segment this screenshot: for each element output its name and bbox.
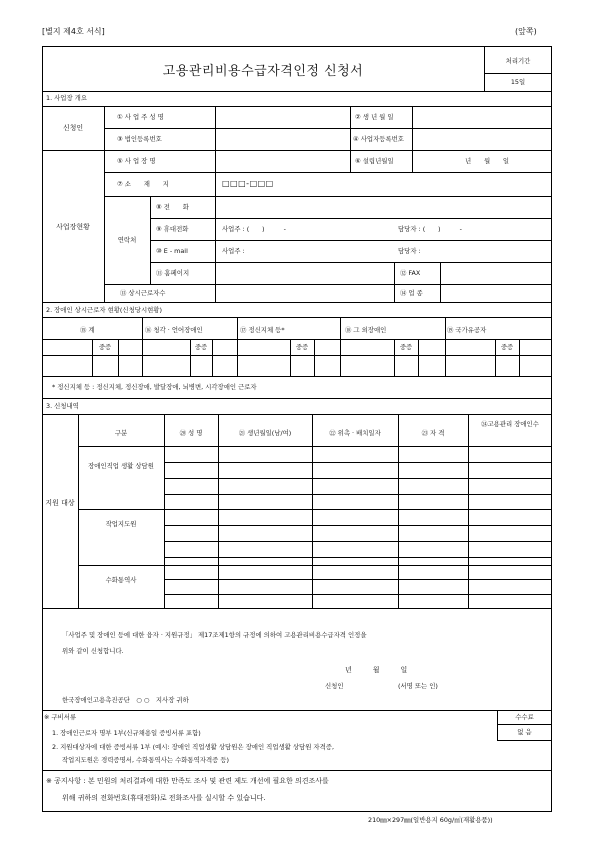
- site-name-field[interactable]: [216, 151, 349, 171]
- birth-date-label: ② 생 년 월 일: [355, 113, 394, 121]
- col-birth: ㉑ 생년월일(남/여): [238, 429, 292, 437]
- email-owner-field[interactable]: 사업주 :: [222, 247, 245, 255]
- mobile-manager-field[interactable]: 담당자 : ( ) -: [398, 225, 462, 233]
- section1-heading: 1. 사업장 개요: [46, 94, 88, 102]
- group-sign-interpreter: 수화통역사: [105, 576, 137, 584]
- severe-label: 중증: [98, 343, 112, 351]
- homepage-label: ⑪ 홈페이지: [156, 269, 190, 277]
- contact-label: 연락처: [117, 236, 137, 244]
- severe-label: 중증: [295, 343, 309, 351]
- fax-field[interactable]: [441, 263, 551, 283]
- declaration-line1: 「사업주 및 장애인 등에 대한 융자 · 지원규정」 제17조제1항의 규정에 의하여 고용관리비용수급자격 인정을: [62, 631, 367, 639]
- workers-field[interactable]: [216, 285, 393, 301]
- section2-note: * 정신지체 등 : 정신지체, 정신장애, 발달장애, 뇌병변, 시각장애인 근로자: [52, 383, 257, 391]
- group-counselor: 장애인직업 생활 상담원: [88, 462, 154, 470]
- declaration-line2: 위와 같이 신청합니다.: [62, 647, 124, 655]
- mobile-owner-field[interactable]: 사업주 : ( ) -: [222, 225, 286, 233]
- phone-label: ⑧ 전 화: [156, 203, 189, 211]
- col-managed-count: ㉔고용관리 장애인수: [481, 420, 539, 428]
- paper-size-footer: 210㎜×297㎜(일반용지 60g/㎡(재활용품)): [368, 816, 493, 824]
- col-name: ⑳ 성 명: [179, 429, 203, 437]
- fee-value: 없 음: [517, 728, 532, 736]
- col-qualification: ㉓ 자 격: [421, 429, 445, 437]
- est-date-value[interactable]: 년 월 일: [465, 157, 510, 165]
- industry-field[interactable]: [441, 285, 551, 301]
- section2-heading: 2. 장애인 상시근로자 현황(신청당시현황): [46, 306, 162, 314]
- declaration-date[interactable]: 년 월 일: [345, 666, 408, 674]
- col-type: 구분: [114, 429, 128, 437]
- email-label: ⑩ E - mail: [156, 247, 188, 255]
- col-total: ⑮ 계: [80, 326, 95, 334]
- biz-reg-field[interactable]: [413, 129, 551, 149]
- recipient-line: 한국장애인고용촉진공단 ○ ○ 지사장 귀하: [62, 696, 189, 704]
- homepage-field[interactable]: [216, 263, 393, 283]
- col-veterans: ⑲ 국가유공자: [447, 326, 487, 334]
- signature-field[interactable]: (서명 또는 인): [398, 682, 438, 690]
- group-work-instructor: 작업지도원: [105, 520, 137, 528]
- severe-label: 중증: [194, 343, 208, 351]
- processing-period-label: 처리기간: [505, 57, 531, 65]
- attachments-heading: ※ 구비서류: [44, 713, 77, 721]
- notice-line2: 위해 귀하의 전화번호(휴대전화)로 전화조사를 실시할 수 있습니다.: [62, 794, 266, 802]
- site-status-label: 사업장현황: [56, 223, 90, 231]
- notice-line1: ※ 공지사항 : 본 민원의 처리결과에 대한 만족도 조사 및 관련 제도 개선에 필요한 의견조사를: [46, 777, 329, 785]
- col-hearing: ⑯ 청각 · 언어장애인: [145, 326, 203, 334]
- col-job-date: ㉒ 위촉 · 배치일자: [329, 429, 381, 437]
- biz-reg-label: ④ 사업자등록번호: [353, 135, 404, 143]
- severe-label: 중증: [500, 343, 514, 351]
- corp-reg-label: ③ 법인등록번호: [117, 135, 162, 143]
- support-target-label: 지원 대상: [45, 499, 75, 507]
- industry-label: ⑭ 업 종: [400, 289, 423, 297]
- form-id: [별지 제4호 서식]: [42, 27, 105, 36]
- workers-label: ⑬ 상시근로자수: [120, 289, 166, 297]
- attachment-item2a: 2. 지원대상자에 대한 증빙서류 1부 (예시: 장애인 직업생활 상담원은 장애인 직업생활 상담원 자격증,: [52, 743, 334, 751]
- col-other: ⑱ 그 외장애인: [345, 326, 387, 334]
- fee-label: 수수료: [515, 713, 534, 721]
- processing-period-value: 15일: [510, 78, 526, 86]
- email-manager-field[interactable]: 담당자 :: [398, 247, 421, 255]
- fax-label: ⑫ FAX: [400, 269, 421, 277]
- page-title: 고용관리비용수급자격인정 신청서: [162, 64, 364, 79]
- applicant-label: 신청인: [62, 124, 84, 132]
- est-date-label: ⑥ 설립년월일: [355, 157, 394, 165]
- page-side-label: (앞쪽): [515, 27, 537, 36]
- applicant-sign-label: 신청인: [325, 682, 344, 690]
- phone-field[interactable]: [216, 197, 551, 217]
- birth-date-field[interactable]: [413, 107, 551, 127]
- col-mental: ⑰ 정신지체 등*: [240, 326, 285, 334]
- corp-reg-field[interactable]: [216, 129, 349, 149]
- owner-name-field[interactable]: [216, 107, 349, 127]
- site-name-label: ⑤ 사 업 장 명: [117, 157, 156, 165]
- zip-code-field[interactable]: □□□-□□□: [222, 179, 274, 188]
- owner-name-label: ① 사 업 주 성 명: [117, 113, 164, 121]
- attachment-item1: 1. 장애인근로자 명부 1부(신규채용일 증빙서류 포함): [52, 729, 201, 737]
- address-label: ⑦ 소 재 지: [117, 180, 169, 188]
- mobile-label: ⑨ 휴대전화: [156, 225, 189, 233]
- section3-heading: 3. 신청내역: [46, 402, 79, 410]
- severe-label: 중증: [399, 343, 413, 351]
- attachment-item2b: 작업지도원은 경력증명서, 수화통역사는 수화통역자격증 등): [62, 756, 229, 764]
